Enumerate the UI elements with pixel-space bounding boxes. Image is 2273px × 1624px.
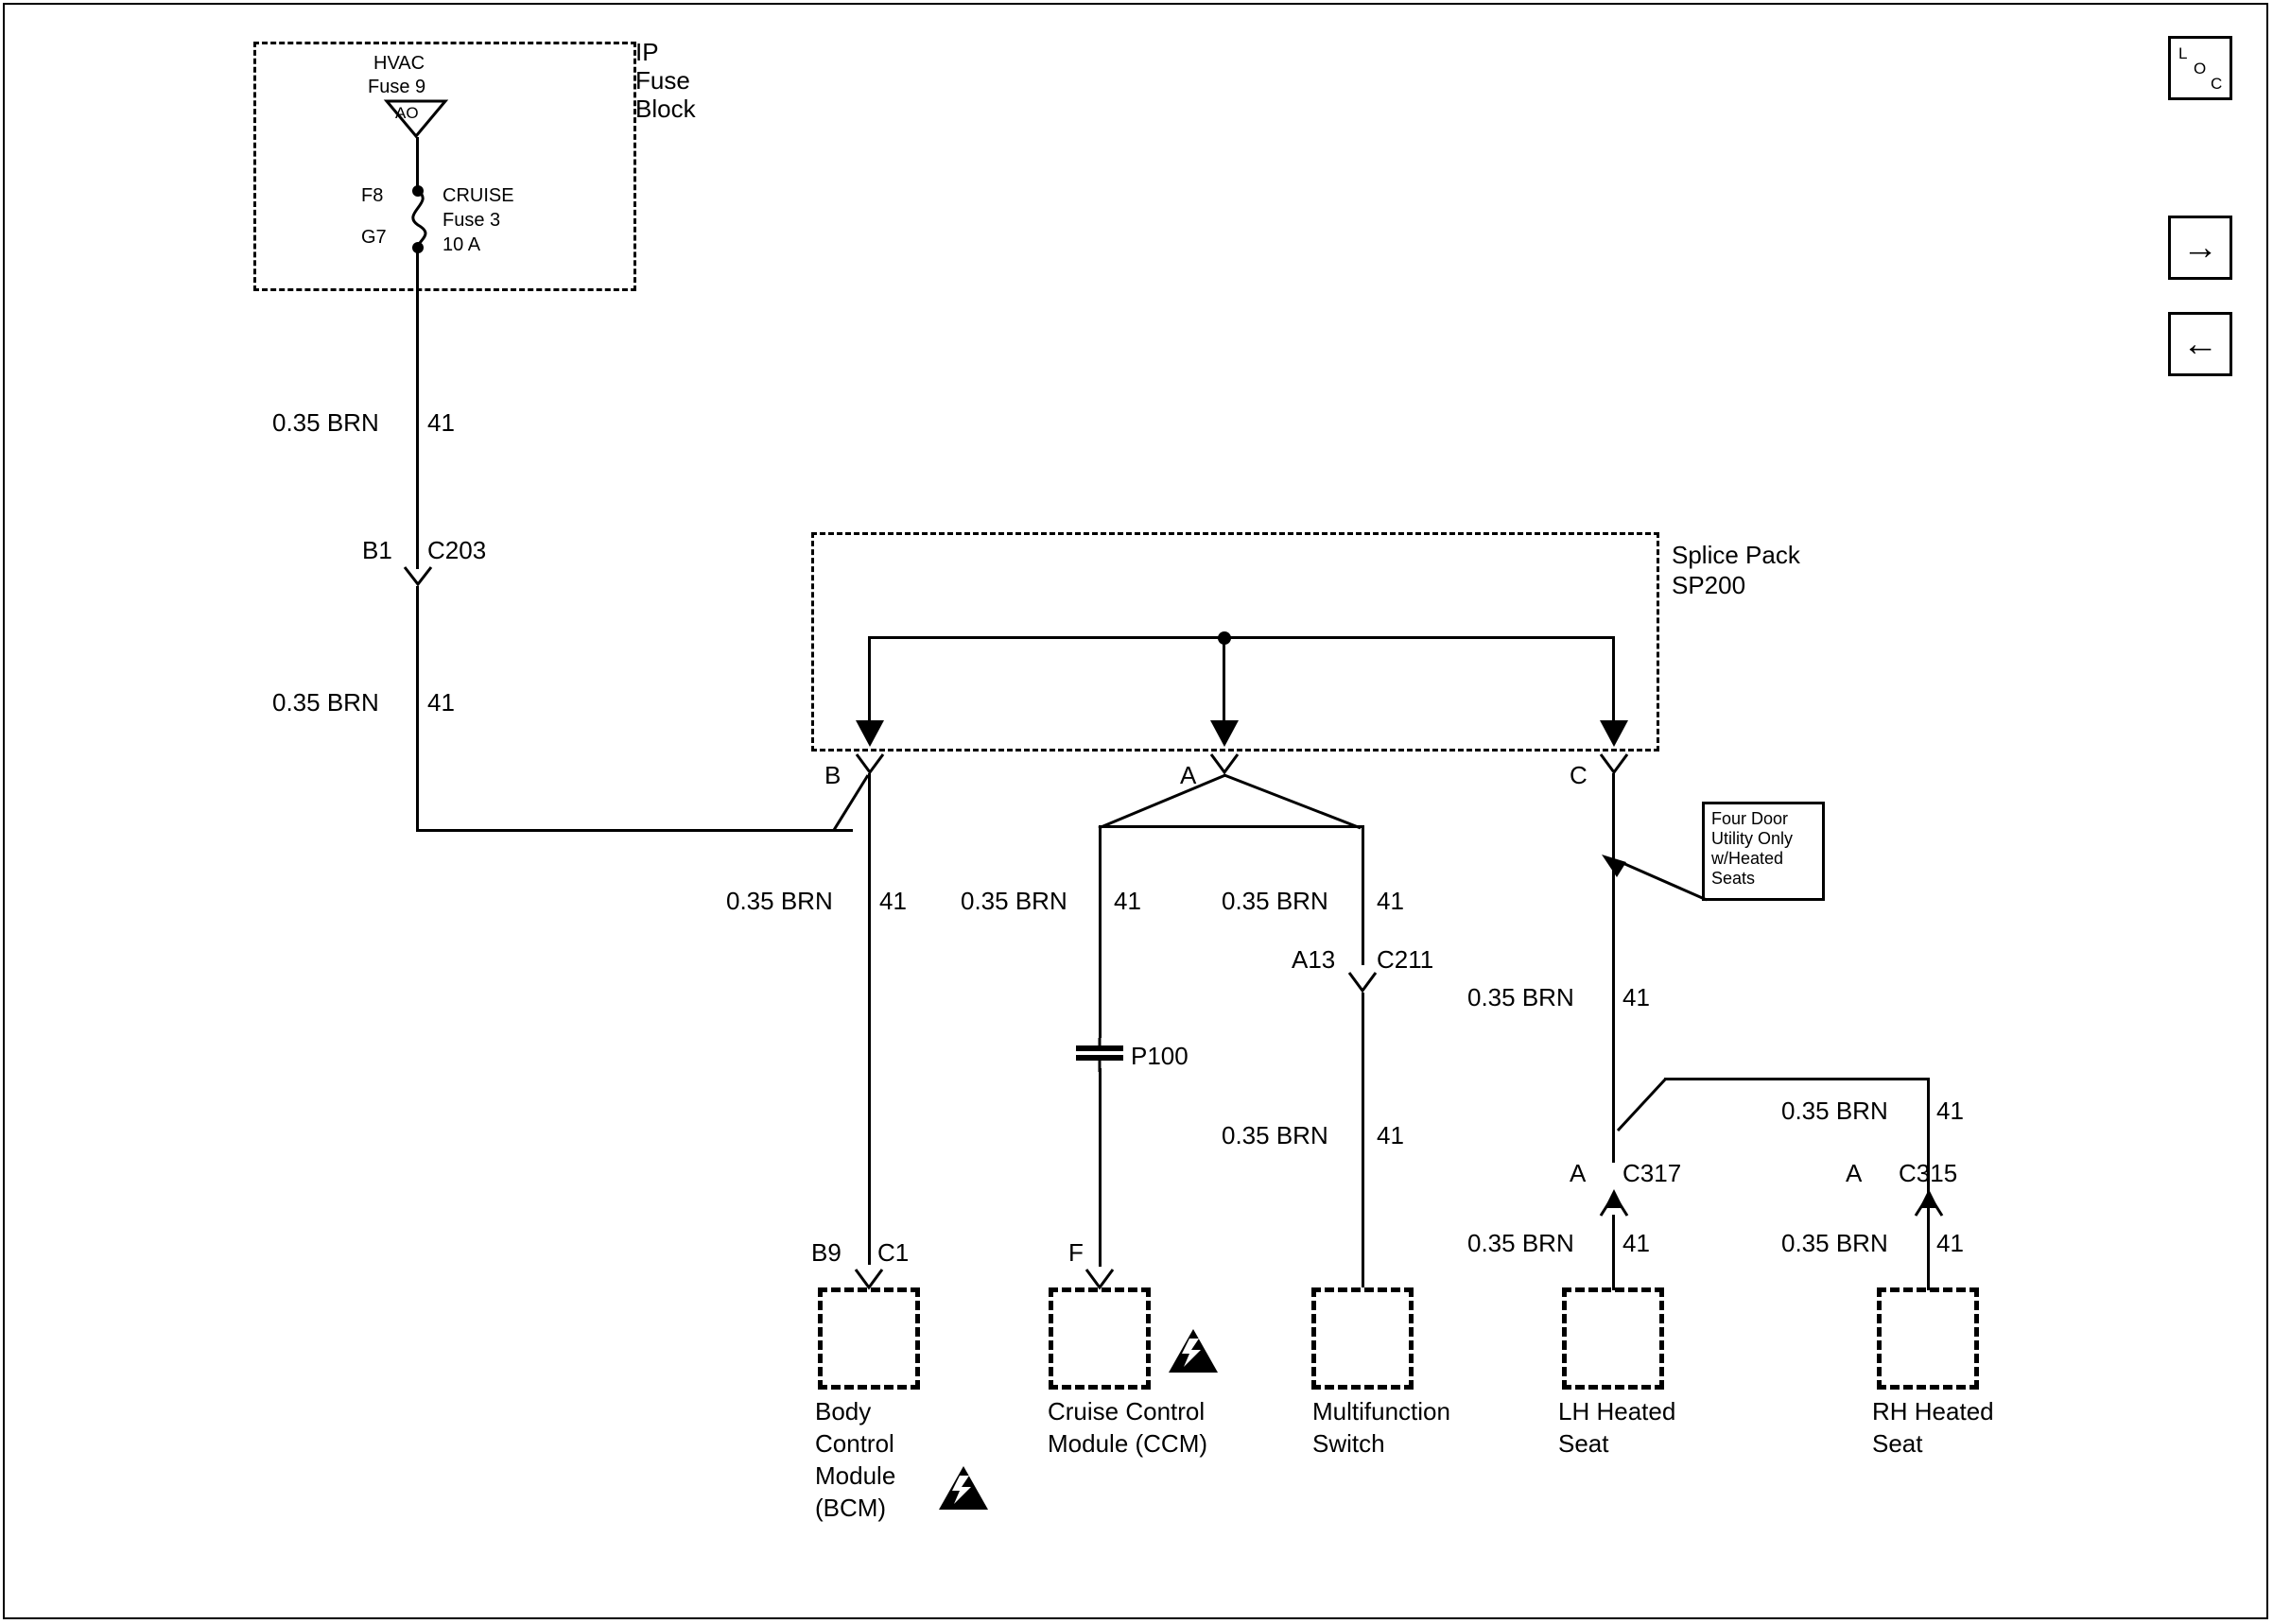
wire-c-rh-corner-diagonal (1612, 1078, 1669, 1134)
wire-label-2-gauge: 0.35 BRN (272, 688, 379, 717)
wire-c211-to-mfs (1362, 993, 1364, 1287)
ccm-label-line1: Cruise Control (1048, 1397, 1206, 1425)
cruise-fuse-symbol-icon (397, 181, 444, 257)
wire-label-8-gauge: 0.35 BRN (1467, 1229, 1574, 1257)
four-door-note-box (1702, 802, 1825, 901)
branch-a-split-left-diagonal (1097, 773, 1229, 832)
rh-heated-seat-box (1877, 1287, 1979, 1390)
hvac-fuse-label-line2: Fuse 9 (368, 77, 426, 97)
main-wire-horizontal-run (416, 829, 853, 832)
wire-c-to-rh-horizontal (1664, 1078, 1929, 1080)
wire-label-3-circuit: 41 (879, 887, 907, 915)
wire-label-9-gauge: 0.35 BRN (1781, 1097, 1888, 1125)
splice-pack-label-line2: SP200 (1672, 571, 1746, 599)
wire-label-6-circuit: 41 (1377, 1121, 1404, 1149)
lh-heated-seat-box (1562, 1287, 1664, 1390)
note-pointer-arrow-icon (1598, 851, 1711, 907)
loc-letter-c: C (2211, 75, 2223, 93)
ccm-label-line2: Module (CCM) (1048, 1429, 1208, 1458)
wire-label-7-gauge: 0.35 BRN (1467, 983, 1574, 1011)
loc-letter-o: O (2194, 60, 2207, 78)
ip-fuse-block-label-line1: IP (635, 38, 659, 66)
loc-letter-l: L (2178, 44, 2188, 62)
p100-splice-icon (1070, 1038, 1129, 1072)
ccm-pin-label: F (1068, 1238, 1084, 1267)
c203-pin-label: B1 (362, 536, 392, 564)
wire-label-3-gauge: 0.35 BRN (726, 887, 833, 915)
arrow-left-icon: ← (2182, 324, 2218, 364)
main-wire-segment-upper (416, 248, 419, 569)
hvac-marker-label: AO (395, 104, 419, 122)
c211-name-label: C211 (1377, 945, 1434, 974)
splice-junction-dot (1213, 627, 1236, 649)
bcm-label-line4: (BCM) (815, 1494, 887, 1522)
branch-a-split-right-diagonal (1223, 773, 1364, 832)
ip-fuse-block-label-line3: Block (635, 95, 696, 123)
c317-name-label: C317 (1622, 1159, 1682, 1187)
wire-label-4-gauge: 0.35 BRN (961, 887, 1067, 915)
wire-label-6-gauge: 0.35 BRN (1222, 1121, 1328, 1149)
c315-pin-label: A (1846, 1159, 1863, 1187)
back-nav-button[interactable] (2168, 312, 2232, 376)
wire-label-5-gauge: 0.35 BRN (1222, 887, 1328, 915)
bcm-label-line2: Control (815, 1429, 894, 1458)
wire-label-7-circuit: 41 (1622, 983, 1650, 1011)
main-wire-segment-lower (416, 586, 419, 832)
wire-b-to-bcm (868, 773, 871, 1265)
c203-name-label: C203 (427, 536, 487, 564)
splice-b-arrowhead-icon (854, 718, 886, 751)
wire-label-8-circuit: 41 (1622, 1229, 1650, 1257)
c1-pin-label: B9 (811, 1238, 842, 1267)
ip-fuse-block-label-line2: Fuse (635, 66, 690, 95)
note-line2: Utility Only (1711, 829, 1794, 848)
mfs-label-line1: Multifunction (1312, 1397, 1450, 1425)
ccm-box (1049, 1287, 1151, 1390)
forward-nav-button[interactable] (2168, 216, 2232, 280)
ccm-esd-warning-icon (1161, 1323, 1227, 1378)
rh-seat-label-line1: RH Heated (1872, 1397, 1994, 1425)
splice-c-arrowhead-icon (1598, 718, 1630, 751)
splice-terminal-a-label: A (1180, 761, 1197, 789)
bcm-esd-warning-icon (931, 1460, 998, 1515)
lh-seat-label-line2: Seat (1558, 1429, 1609, 1458)
splice-terminal-b-label: B (824, 761, 842, 789)
lh-seat-label-line1: LH Heated (1558, 1397, 1676, 1425)
wire-label-4-circuit: 41 (1114, 887, 1141, 915)
note-line4: Seats (1711, 869, 1756, 888)
branch-a-horizontal (1099, 825, 1363, 828)
wire-label-9-circuit: 41 (1936, 1097, 1964, 1125)
mfs-label-line2: Switch (1312, 1429, 1385, 1458)
fuse-terminal-f8-label: F8 (361, 185, 384, 206)
wire-label-2-circuit: 41 (427, 688, 455, 717)
wire-label-10-gauge: 0.35 BRN (1781, 1229, 1888, 1257)
wire-label-1-circuit: 41 (427, 408, 455, 437)
note-line3: w/Heated (1711, 849, 1784, 868)
wire-c315-to-rh-seat (1927, 1215, 1930, 1290)
wire-c317-to-lh-seat (1612, 1215, 1615, 1290)
p100-label: P100 (1131, 1042, 1189, 1070)
note-line1: Four Door (1711, 809, 1789, 828)
arrow-right-icon: → (2182, 228, 2218, 268)
hvac-fuse-label-line1: HVAC (373, 53, 425, 74)
wire-label-5-circuit: 41 (1377, 887, 1404, 915)
cruise-fuse-rating-label: 10 A (442, 234, 481, 255)
cruise-fuse-name-label: CRUISE (442, 185, 514, 206)
splice-a-arrowhead-icon (1208, 718, 1241, 751)
fuse-terminal-g7-label: G7 (361, 227, 387, 248)
wire-a-to-c211 (1362, 825, 1364, 965)
c1-name-label: C1 (877, 1238, 910, 1267)
rh-seat-label-line2: Seat (1872, 1429, 1923, 1458)
bcm-box (818, 1287, 920, 1390)
wire-label-10-circuit: 41 (1936, 1229, 1964, 1257)
wire-label-1-gauge: 0.35 BRN (272, 408, 379, 437)
c315-name-label: C315 (1899, 1159, 1958, 1187)
wire-a-to-p100-upper (1099, 825, 1102, 1038)
bcm-label-line1: Body (815, 1397, 872, 1425)
multifunction-switch-box (1311, 1287, 1414, 1390)
splice-pack-label-line1: Splice Pack (1672, 541, 1800, 569)
loc-button[interactable] (2168, 36, 2232, 100)
splice-bus-horizontal (868, 636, 1615, 639)
c211-pin-label: A13 (1292, 945, 1336, 974)
splice-terminal-c-label: C (1570, 761, 1588, 789)
bcm-label-line3: Module (815, 1461, 896, 1490)
wire-p100-to-ccm (1099, 1068, 1102, 1267)
c317-pin-label: A (1570, 1159, 1587, 1187)
cruise-fuse-number-label: Fuse 3 (442, 210, 501, 231)
